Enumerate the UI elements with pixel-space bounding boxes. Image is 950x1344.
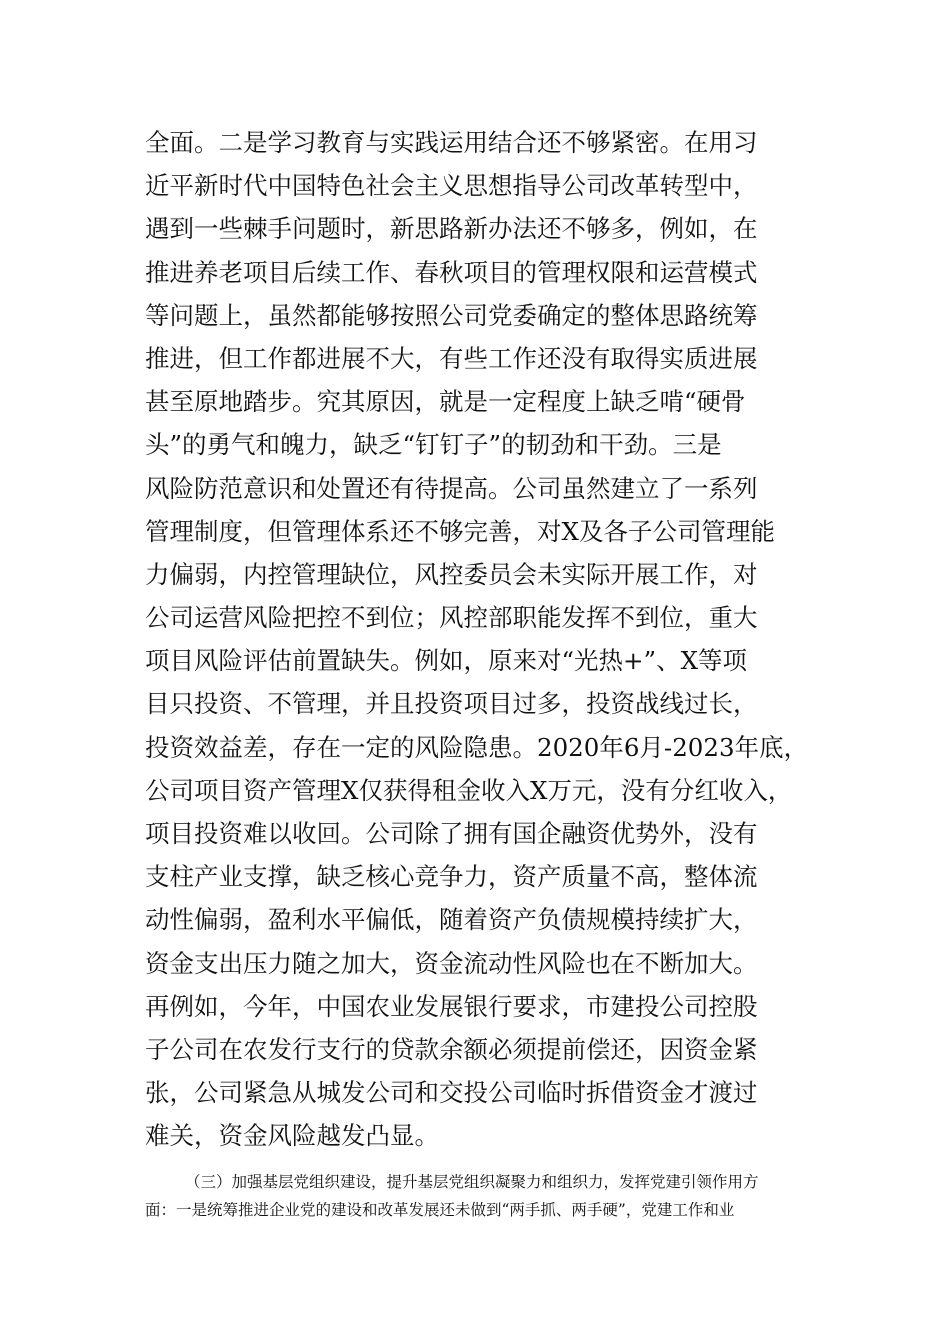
paragraph-line: 遇到一些棘手问题时，新思路新办法还不够多，例如，在 [145,214,758,244]
paragraph-line: 动性偏弱，盈利水平偏低，随着资产负债规模持续扩大， [145,905,758,935]
paragraph-line: 张，公司紧急从城发公司和交投公司临时拆借资金才渡过 [145,1078,758,1108]
paragraph-line: 目只投资、不管理，并且投资项目过多，投资战线过长， [145,689,758,719]
paragraph-line: 项目风险评估前置缺失。例如，原来对“光热+”、X等项 [145,646,748,676]
paragraph-line: 力偏弱，内控管理缺位，风控委员会未实际开展工作，对 [145,559,758,589]
paragraph-line: 再例如，今年，中国农业发展银行要求，市建投公司控股 [145,991,758,1021]
paragraph-line: 子公司在农发行支行的贷款余额必须提前偿还，因资金紧 [145,1034,758,1064]
section-heading-line: 面：一是统筹推进企业党的建设和改革发展还未做到“两手抓、两手硬”，党建工作和业 [145,1201,735,1219]
main-paragraph [145,121,815,1158]
paragraph-line: 项目投资难以收回。公司除了拥有国企融资优势外，没有 [145,819,758,848]
paragraph-line: 管理制度，但管理体系还不够完善，对X及各子公司管理能 [145,516,775,546]
paragraph-line: 甚至原地踏步。究其原因，就是一定程度上缺乏啃“硬骨 [145,387,746,417]
paragraph-line: 投资效益差，存在一定的风险隐患。2020年6月-2023年底， [145,732,809,762]
section-heading-line: （三）加强基层党组织建设，提升基层党组织凝聚力和组织力，发挥党建引领作用方 [185,1173,759,1191]
paragraph-line: 头”的勇气和魄力，缺乏“钉钉子”的韧劲和干劲。三是 [145,430,722,460]
paragraph-line: 近平新时代中国特色社会主义思想指导公司改革转型中， [145,171,758,201]
paragraph-line: 风险防范意识和处置还有待提高。公司虽然建立了一系列 [145,473,758,503]
paragraph-line: 推进，但工作都进展不大，有些工作还没有取得实质进展 [145,343,758,373]
paragraph-line: 推进养老项目后续工作、春秋项目的管理权限和运营模式 [145,257,758,287]
paragraph-line: 公司项目资产管理X仅获得租金收入X万元，没有分红收入， [145,775,793,805]
paragraph-line: 全面。二是学习教育与实践运用结合还不够紧密。在用习 [145,128,758,157]
paragraph-line: 支柱产业支撑，缺乏核心竞争力，资产质量不高，整体流 [145,862,758,892]
paragraph-line: 难关，资金风险越发凸显。 [145,1121,439,1151]
section-heading-paragraph [145,1168,825,1224]
paragraph-line: 公司运营风险把控不到位；风控部职能发挥不到位，重大 [145,603,758,633]
paragraph-line: 资金支出压力随之加大，资金流动性风险也在不断加大。 [145,948,758,978]
paragraph-line: 等问题上，虽然都能够按照公司党委确定的整体思路统筹 [145,300,758,330]
